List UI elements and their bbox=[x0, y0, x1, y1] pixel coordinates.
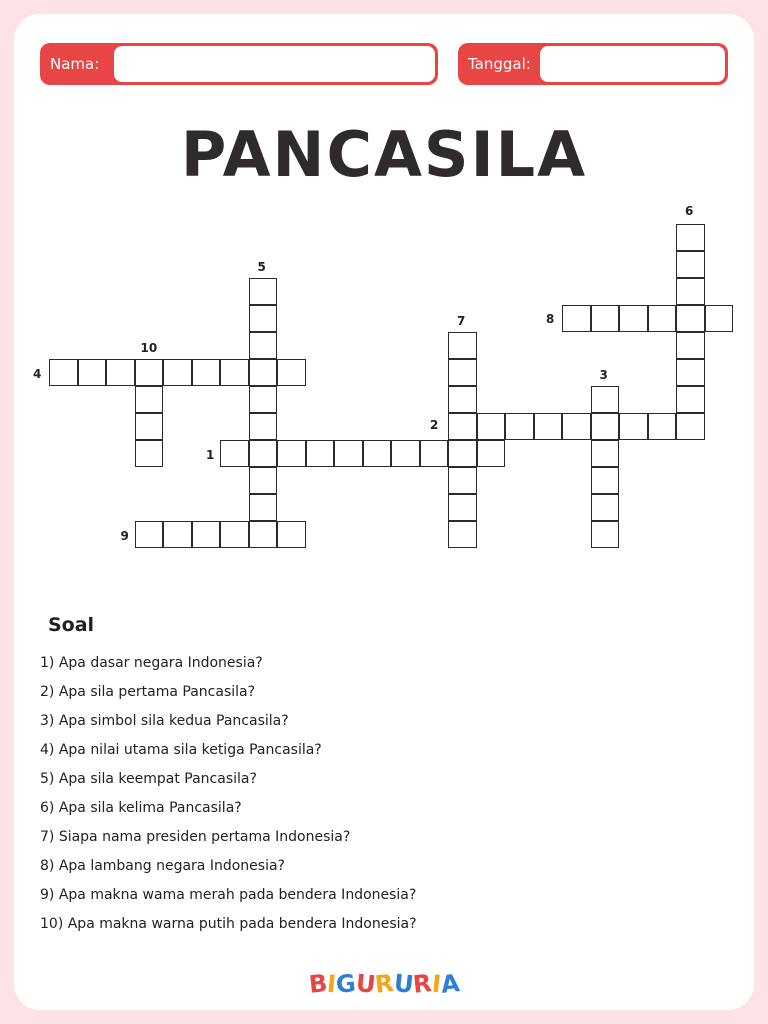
crossword-cell[interactable] bbox=[420, 440, 449, 467]
crossword-cell[interactable] bbox=[448, 467, 477, 494]
crossword-cell[interactable] bbox=[705, 305, 734, 332]
question-item: 2) Apa sila pertama Pancasila? bbox=[40, 684, 256, 700]
logo-letter: A bbox=[439, 969, 461, 999]
crossword-cell[interactable] bbox=[49, 359, 78, 386]
date-label: Tanggal: bbox=[468, 55, 531, 73]
question-item: 9) Apa makna wama merah pada bendera Indonesia? bbox=[40, 887, 417, 903]
crossword-cell[interactable] bbox=[78, 359, 107, 386]
question-item: 6) Apa sila kelima Pancasila? bbox=[40, 800, 242, 816]
logo-letter: R bbox=[373, 969, 396, 999]
crossword-cell[interactable] bbox=[676, 359, 705, 386]
crossword-cell[interactable] bbox=[163, 359, 192, 386]
crossword-cell[interactable] bbox=[591, 413, 620, 440]
crossword-cell[interactable] bbox=[106, 359, 135, 386]
logo-letter: U bbox=[354, 969, 377, 999]
clue-number: 3 bbox=[599, 368, 608, 382]
crossword-cell[interactable] bbox=[249, 467, 278, 494]
crossword-cell[interactable] bbox=[591, 440, 620, 467]
crossword-cell[interactable] bbox=[676, 251, 705, 278]
crossword-cell[interactable] bbox=[249, 359, 278, 386]
crossword-cell[interactable] bbox=[334, 440, 363, 467]
crossword-cell[interactable] bbox=[448, 521, 477, 548]
crossword-cell[interactable] bbox=[591, 386, 620, 413]
crossword-cell[interactable] bbox=[676, 332, 705, 359]
crossword-cell[interactable] bbox=[534, 413, 563, 440]
crossword-cell[interactable] bbox=[135, 386, 164, 413]
crossword-cell[interactable] bbox=[676, 413, 705, 440]
crossword-cell[interactable] bbox=[135, 359, 164, 386]
crossword-cell[interactable] bbox=[591, 467, 620, 494]
crossword-cell[interactable] bbox=[648, 305, 677, 332]
crossword-cell[interactable] bbox=[249, 386, 278, 413]
crossword-cell[interactable] bbox=[619, 305, 648, 332]
crossword-cell[interactable] bbox=[249, 440, 278, 467]
crossword-cell[interactable] bbox=[448, 359, 477, 386]
crossword-cell[interactable] bbox=[676, 278, 705, 305]
crossword-cell[interactable] bbox=[135, 521, 164, 548]
crossword-cell[interactable] bbox=[220, 521, 249, 548]
crossword-cell[interactable] bbox=[648, 413, 677, 440]
crossword-cell[interactable] bbox=[448, 494, 477, 521]
crossword-cell[interactable] bbox=[220, 440, 249, 467]
crossword-cell[interactable] bbox=[249, 278, 278, 305]
crossword-cell[interactable] bbox=[192, 359, 221, 386]
crossword-cell[interactable] bbox=[135, 440, 164, 467]
question-item: 7) Siapa nama presiden pertama Indonesia? bbox=[40, 829, 351, 845]
logo-letter: U bbox=[392, 969, 415, 999]
clue-number: 6 bbox=[685, 204, 694, 218]
logo-letter: I bbox=[325, 969, 338, 999]
crossword-cell[interactable] bbox=[619, 413, 648, 440]
question-list bbox=[40, 650, 417, 940]
logo-letter: B bbox=[307, 969, 329, 999]
crossword-cell[interactable] bbox=[477, 440, 506, 467]
question-item: 1) Apa dasar negara Indonesia? bbox=[40, 655, 263, 671]
logo-letter: R bbox=[411, 969, 434, 999]
logo-letter: I bbox=[430, 969, 443, 999]
question-item: 4) Apa nilai utama sila ketiga Pancasila? bbox=[40, 742, 322, 758]
question-item: 10) Apa makna warna putih pada bendera Indonesia? bbox=[40, 916, 417, 932]
crossword-cell[interactable] bbox=[391, 440, 420, 467]
crossword-cell[interactable] bbox=[505, 413, 534, 440]
crossword-cell[interactable] bbox=[448, 440, 477, 467]
crossword-cell[interactable] bbox=[448, 413, 477, 440]
crossword-cell[interactable] bbox=[277, 440, 306, 467]
crossword-cell[interactable] bbox=[192, 521, 221, 548]
clue-number: 9 bbox=[120, 529, 129, 543]
crossword-cell[interactable] bbox=[249, 494, 278, 521]
clue-number: 10 bbox=[140, 341, 158, 355]
brand-logo bbox=[0, 970, 768, 998]
crossword-cell[interactable] bbox=[477, 413, 506, 440]
crossword-cell[interactable] bbox=[135, 413, 164, 440]
crossword-cell[interactable] bbox=[277, 359, 306, 386]
crossword-cell[interactable] bbox=[591, 494, 620, 521]
crossword-cell[interactable] bbox=[562, 305, 591, 332]
crossword-cell[interactable] bbox=[277, 521, 306, 548]
crossword-cell[interactable] bbox=[249, 521, 278, 548]
clue-number: 1 bbox=[206, 448, 215, 462]
clue-number: 7 bbox=[457, 314, 466, 328]
crossword-cell[interactable] bbox=[249, 332, 278, 359]
crossword-cell[interactable] bbox=[676, 224, 705, 251]
crossword-cell[interactable] bbox=[363, 440, 392, 467]
logo-letter: G bbox=[334, 969, 358, 999]
clue-number: 2 bbox=[430, 418, 439, 432]
clue-number: 4 bbox=[33, 367, 42, 381]
clue-number: 5 bbox=[257, 260, 266, 274]
question-item: 8) Apa lambang negara Indonesia? bbox=[40, 858, 285, 874]
crossword-cell[interactable] bbox=[306, 440, 335, 467]
crossword-cell[interactable] bbox=[220, 359, 249, 386]
clue-number: 8 bbox=[546, 312, 555, 326]
name-label: Nama: bbox=[50, 55, 100, 73]
crossword-cell[interactable] bbox=[676, 305, 705, 332]
crossword-cell[interactable] bbox=[676, 386, 705, 413]
crossword-cell[interactable] bbox=[591, 305, 620, 332]
crossword-cell[interactable] bbox=[591, 521, 620, 548]
crossword-cell[interactable] bbox=[249, 305, 278, 332]
question-item: 3) Apa simbol sila kedua Pancasila? bbox=[40, 713, 289, 729]
crossword-cell[interactable] bbox=[448, 332, 477, 359]
crossword-cell[interactable] bbox=[448, 386, 477, 413]
crossword-cell[interactable] bbox=[249, 413, 278, 440]
crossword-cell[interactable] bbox=[163, 521, 192, 548]
questions-heading: Soal bbox=[48, 614, 95, 636]
question-item: 5) Apa sila keempat Pancasila? bbox=[40, 771, 257, 787]
page-title: PANCASILA bbox=[180, 118, 588, 191]
crossword-cell[interactable] bbox=[562, 413, 591, 440]
